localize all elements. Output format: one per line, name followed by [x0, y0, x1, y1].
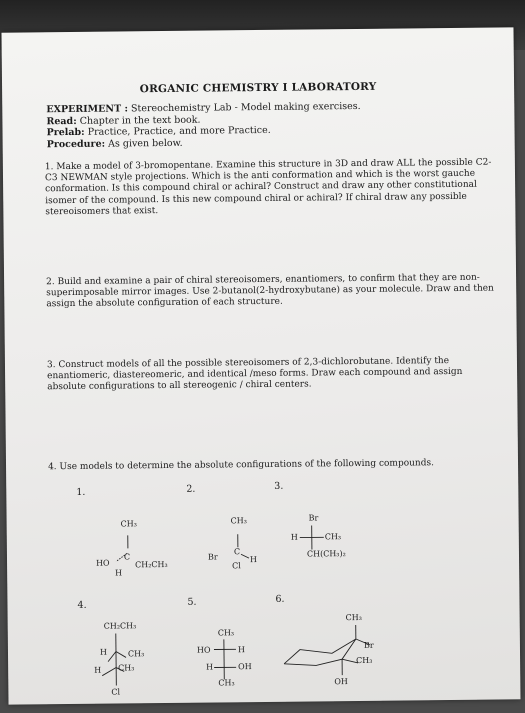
worksheet-page [1, 27, 520, 704]
compound-5-h1: H [238, 645, 245, 654]
compound-1-top: CH₃ [121, 519, 137, 528]
compound-5-h2: H [206, 663, 213, 672]
question-2: 2. Build and examine a pair of chiral stereoisomers, enantiomers, to confirm that they are non-superimposable mirror images. Use 2-butanol(2-hydroxybutane) as your molecule. Draw and then assign the absolute configuration of each structure. [46, 273, 496, 311]
compound-6-top: CH₃ [346, 613, 362, 622]
compound-2-bonds [207, 518, 288, 569]
header-block [46, 101, 361, 150]
compound-6-br: Br [364, 641, 374, 650]
compound-number-3: 3. [274, 481, 283, 492]
question-1: 1. Make a model of 3-bromopentane. Examine this structure in 3D and draw ALL the possible C2-C3 NEWMAN style projections. Which is the anti conformation and which is the worst gauche conformation. Is this compound chiral or achiral? Construct and draw any other constitutional isomer of the compound. Is this new compound chiral or achiral? If chiral draw any possible stereoisomers that exist. [45, 158, 496, 219]
compound-4-bottom: Cl [111, 687, 120, 696]
compound-2-right: H [250, 555, 257, 564]
compound-number-6: 6. [275, 594, 284, 605]
compound-4-h1: H [100, 648, 107, 657]
compound-2-carbon: C [234, 547, 240, 556]
compound-5-top: CH₃ [218, 628, 234, 637]
question-3: 3. Construct models of all the possible stereoisomers of 2,3-dichlorobutane. Identify the enantiomeric, diastereomeric, and identical /meso forms. Draw each compound and assign absolute configurations to all stereogenic / chiral centers. [47, 356, 497, 394]
compound-4-h2: H [94, 666, 101, 675]
compound-number-5: 5. [187, 597, 196, 608]
compound-5-ho: HO [197, 646, 211, 655]
header-read: Read: Chapter in the text book. [46, 112, 360, 127]
compound-5-oh: OH [238, 662, 252, 671]
compound-3-left: H [291, 533, 298, 542]
compound-2-bottom: Cl [232, 561, 241, 570]
compound-3-top: Br [309, 513, 319, 522]
header-prelab: Prelab: Practice, Practice, and more Practice. [46, 124, 360, 139]
header-experiment: EXPERIMENT : Stereochemistry Lab - Model making exercises. [46, 101, 360, 116]
header-procedure: Procedure: As given below. [47, 135, 361, 150]
page-title: ORGANIC CHEMISTRY I LABORATORY [2, 79, 514, 96]
compound-number-4: 4. [77, 600, 86, 611]
compound-1-bottom: H [115, 568, 122, 577]
compound-5-bonds [198, 625, 279, 696]
compound-1-carbon: C [124, 552, 130, 561]
compound-5-bottom: CH₃ [218, 678, 234, 687]
compound-3-bottom: CH(CH₃)₂ [307, 549, 346, 558]
compound-2-top: CH₃ [231, 516, 247, 525]
compound-2-left: Br [208, 552, 218, 561]
compound-1-right: CH₂CH₃ [135, 560, 168, 569]
compound-1-left: HO [96, 559, 110, 568]
compound-4-ch3b: CH₃ [118, 663, 134, 672]
compound-6-oh: OH [334, 677, 348, 686]
compound-4-top: CH₂CH₃ [104, 621, 137, 630]
compound-number-2: 2. [186, 484, 195, 495]
compound-3-right: CH₃ [325, 532, 341, 541]
compound-4-ch3a: CH₃ [128, 649, 144, 658]
compound-number-1: 1. [76, 487, 85, 498]
question-4: 4. Use models to determine the absolute configurations of the following compounds. [48, 458, 498, 474]
compound-6-ch3: CH₃ [356, 656, 372, 665]
